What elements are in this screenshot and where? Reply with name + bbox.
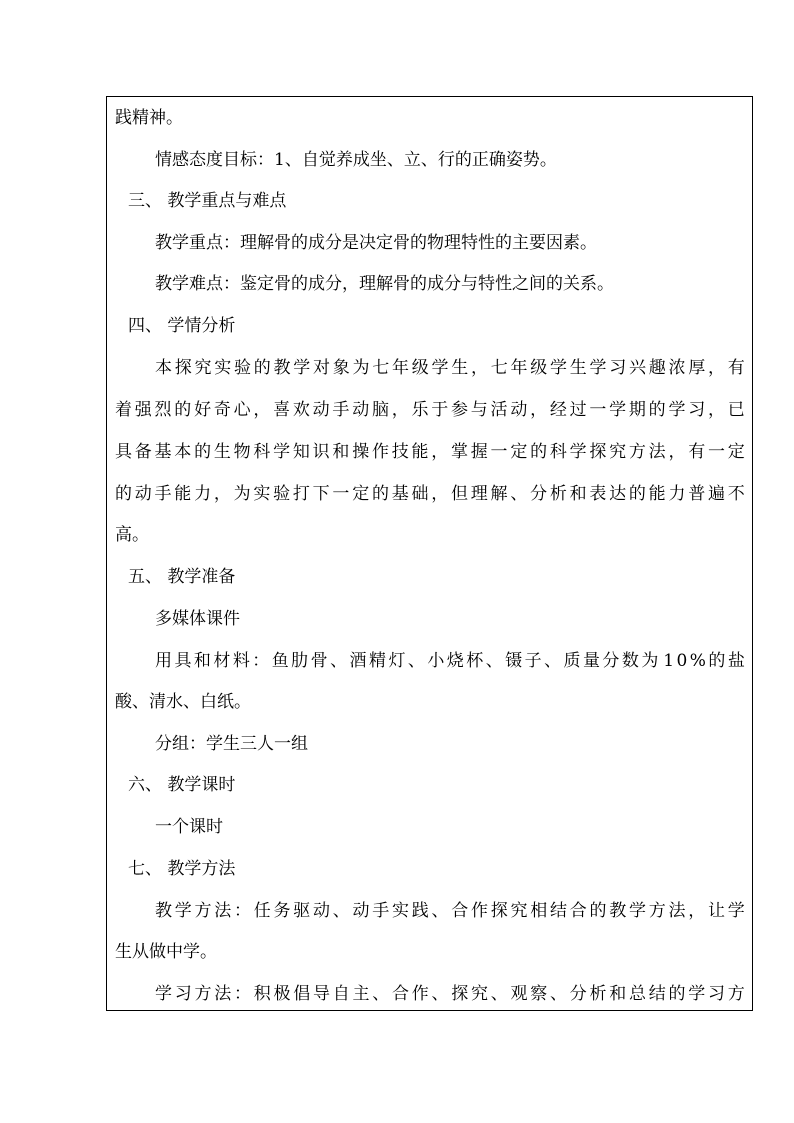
- text-line: 教 学 方 法 ： 任 务 驱 动 、 动 手 实 践 、 合 作 探 究 相 结 合 的 教 学 方 法 ， 让 学: [155, 901, 745, 921]
- section-heading: 四、 学情分析: [128, 316, 236, 336]
- text-line: 多媒体课件: [155, 609, 240, 629]
- text-line: 践精神。: [115, 108, 183, 128]
- text-line: 分组：学生三人一组: [155, 734, 308, 754]
- text-line: 学 习 方 法 ： 积 极 倡 导 自 主 、 合 作 、 探 究 、 观 察 、 分 析 和 总 结 的 学 习 方: [155, 984, 745, 1004]
- text-line: 具 备 基 本 的 生 物 科 学 知 识 和 操 作 技 能 ， 掌 握 一 定 的 科 学 探 究 方 法 ， 有 一 定: [115, 442, 745, 462]
- text-line: 一个课时: [155, 817, 223, 837]
- text-line: 高。: [115, 525, 149, 545]
- text-line: 用 具 和 材 料 ： 鱼 肋 骨 、 酒 精 灯 、 小 烧 杯 、 镊 子 、 质 量 分 数 为 1 0 % 的 盐: [155, 651, 745, 671]
- text-line: 教学难点：鉴定骨的成分，理解骨的成分与特性之间的关系。: [155, 274, 614, 294]
- text-line: 的 动 手 能 力 ， 为 实 验 打 下 一 定 的 基 础 ， 但 理 解 、 分 析 和 表 达 的 能 力 普 遍 不: [115, 484, 745, 504]
- text-line: 情感态度目标：1、自觉养成坐、立、行的正确姿势。: [155, 150, 557, 170]
- section-heading: 三、 教学重点与难点: [128, 191, 287, 211]
- section-heading: 五、 教学准备: [128, 567, 236, 587]
- text-line: 本 探 究 实 验 的 教 学 对 象 为 七 年 级 学 生 ， 七 年 级 学 生 学 习 兴 趣 浓 厚 ， 有: [155, 358, 745, 378]
- text-line: 着 强 烈 的 好 奇 心 ， 喜 欢 动 手 动 脑 ， 乐 于 参 与 活 动 ， 经 过 一 学 期 的 学 习 ， 已: [115, 400, 745, 420]
- text-line: 酸、清水、白纸。: [115, 692, 251, 712]
- section-heading: 六、 教学课时: [128, 775, 236, 795]
- section-heading: 七、 教学方法: [128, 859, 236, 879]
- text-line: 教学重点：理解骨的成分是决定骨的物理特性的主要因素。: [155, 233, 597, 253]
- text-line: 生从做中学。: [115, 942, 217, 962]
